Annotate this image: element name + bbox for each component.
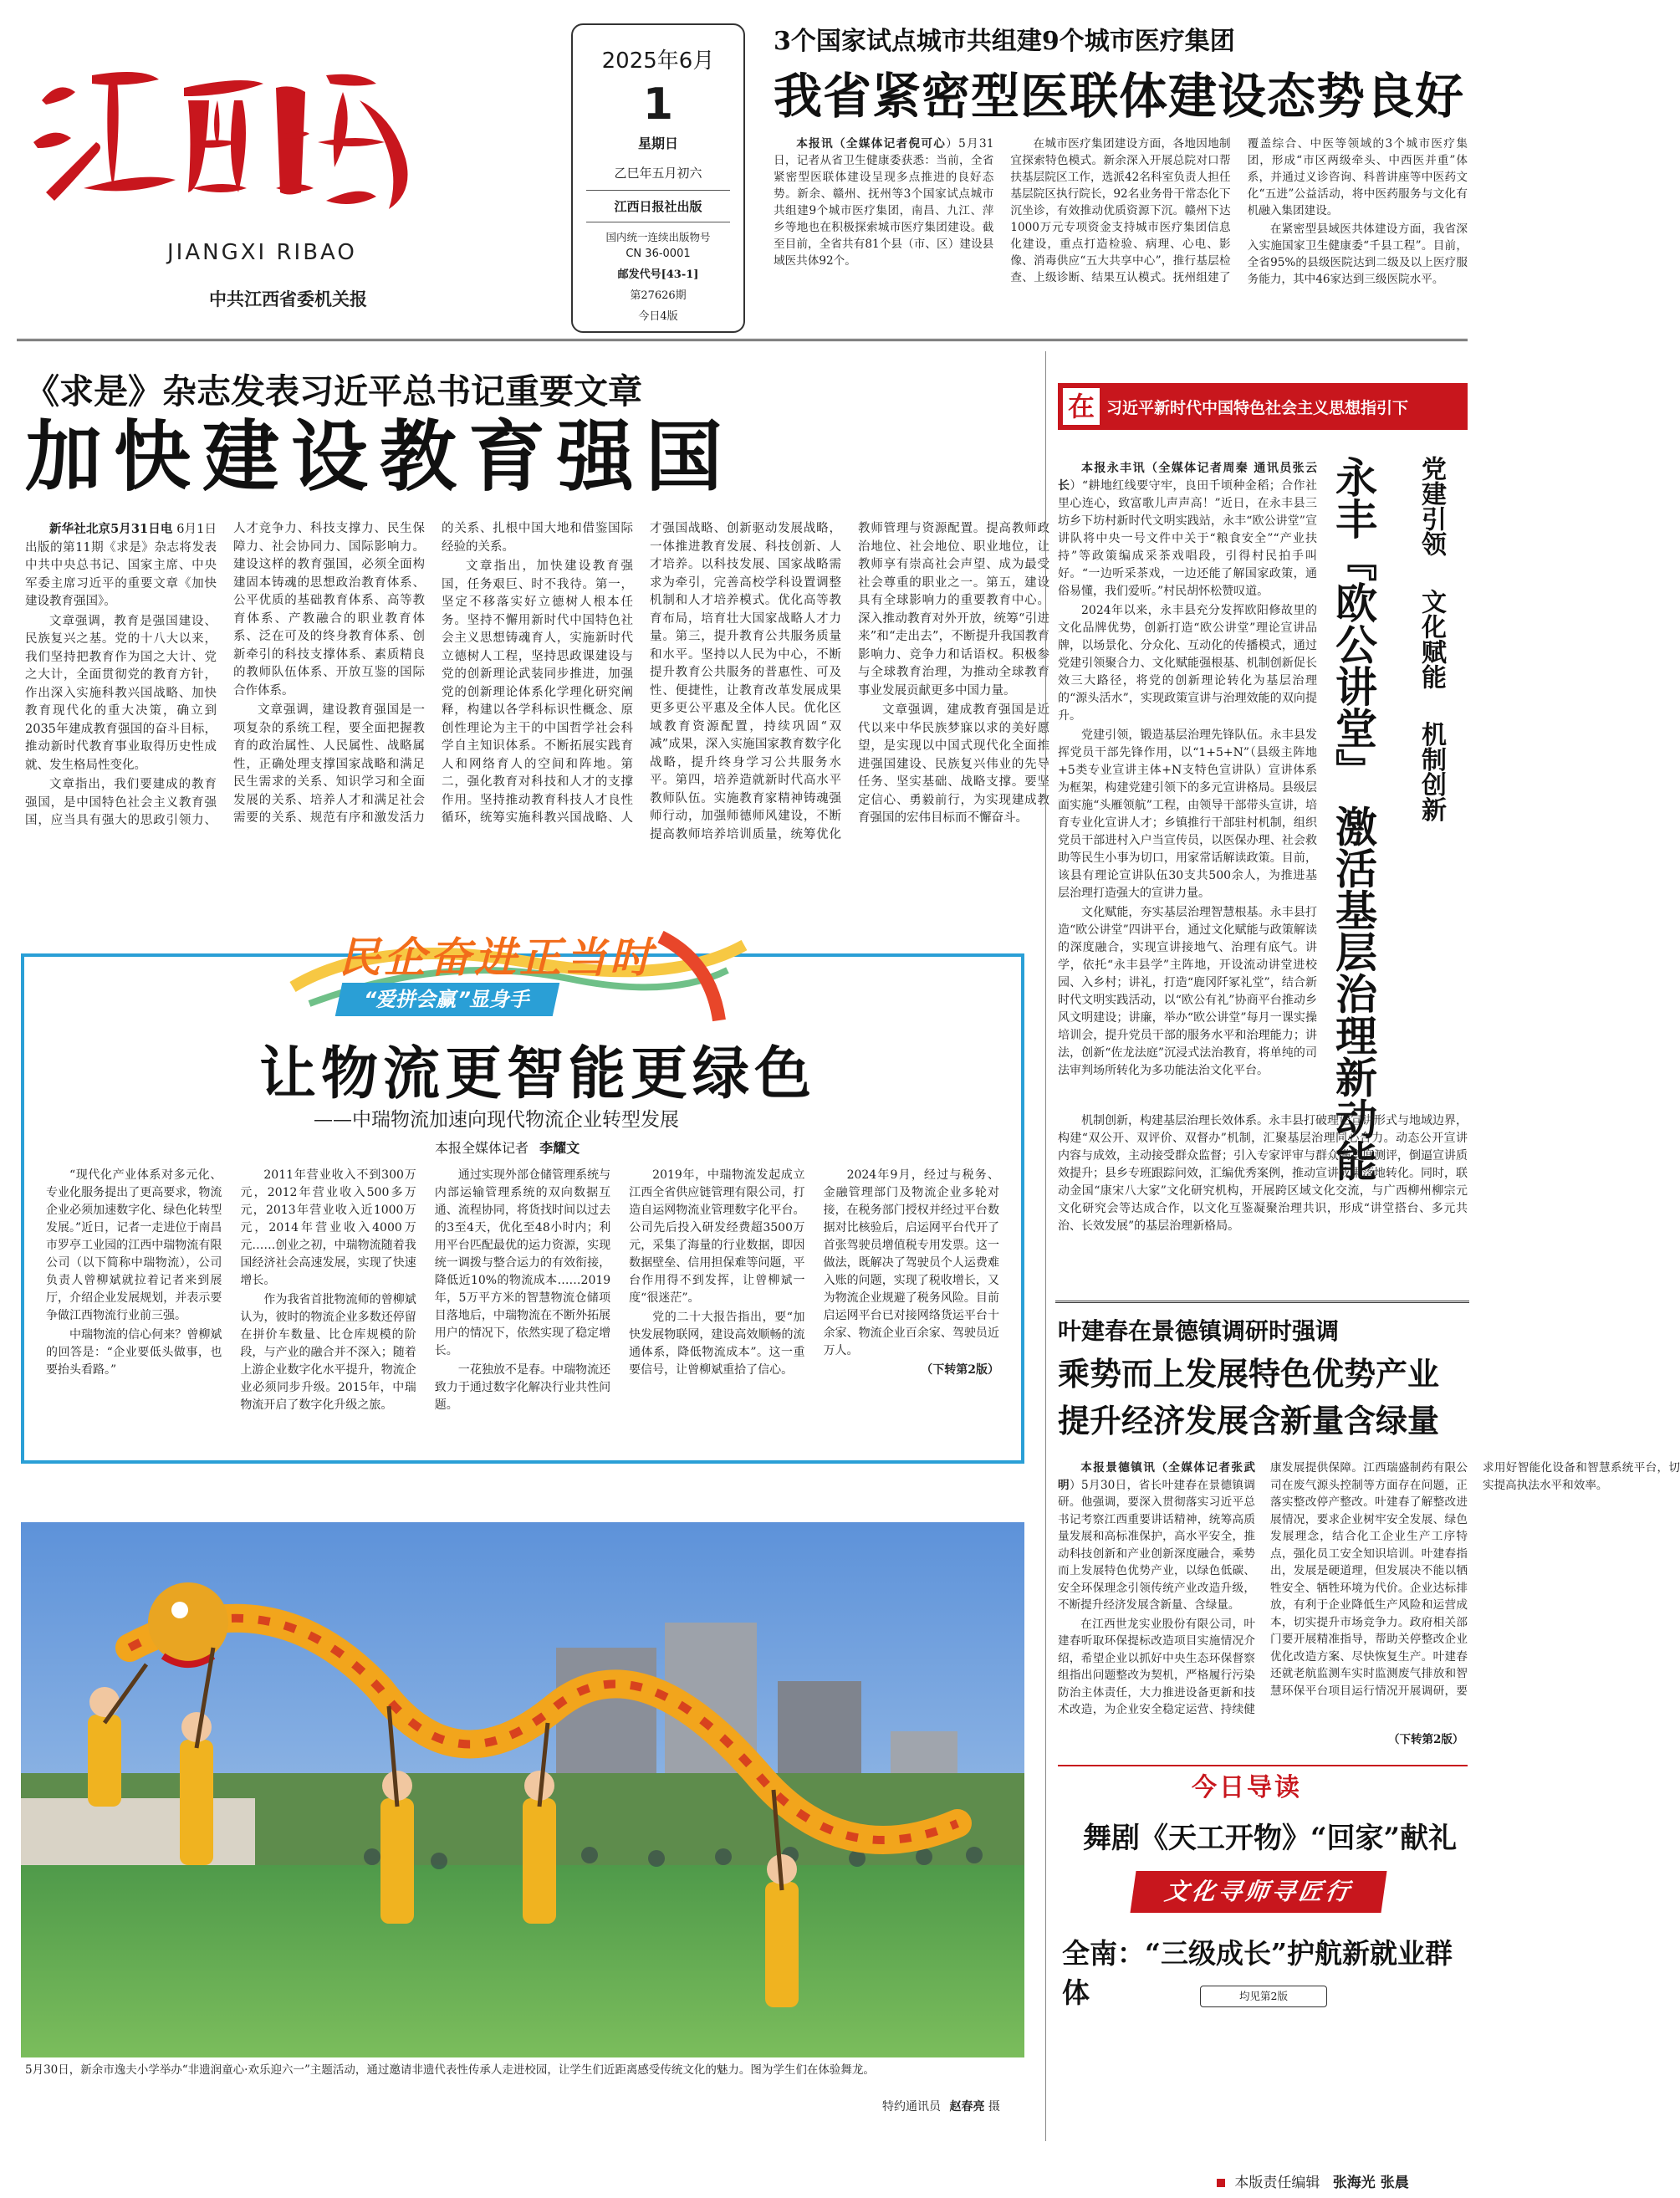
- page-count: 今日4版: [638, 310, 678, 323]
- issn-label: 国内统一连续出版物号: [605, 231, 711, 243]
- feature-paragraph: 一花独放不是春。中瑞物流还致力于通过数字化解决行业共性问题。: [434, 1363, 611, 1412]
- ye-jump: （下转第2版）: [1388, 1733, 1464, 1746]
- right-divider: [1055, 1301, 1469, 1303]
- lead-paragraph: 文章强调，建设教育强国是一项复杂的系统工程，要全面把握教育的政治属性、人民属性、战略属性，正确处理支撑国家战略和满足民生需求的关系、知识学习和全面发展的关系、培养人才和满足社会需要的关系、规范有序和激发活力的关系、扎根中国大地和借鉴国际经验的关系。: [233, 522, 633, 825]
- lead-headline: 加快建设教育强国: [25, 412, 735, 502]
- guide-item-quannan[interactable]: 全南：“三级成长”护航新就业群体: [1062, 1937, 1453, 2009]
- top-story-paragraph: ）5月31日，记者从省卫生健康委获悉：当前，全省紧密型医联体建设呈现多点推进的良好态势。新余、赣州、抚州等3个国家试点城市共组建9个城市医疗集团，南昌、九江、萍乡等地也在积极探索城市医疗集团建设。截至目前，全省共有81个县（市、区）建设县域医共体92个。: [774, 137, 994, 268]
- theme-banner: [1058, 383, 1468, 430]
- right-story-paragraph: 文化赋能，夯实基层治理智慧根基。永丰县打造“欧公讲堂”四讲平台，通过文化赋能与政策解读的深度融合，实现宣讲接地气、治理有底气。讲学，依托“永丰县学”主阵地，开设流动讲堂进校园、入乡村；讲礼，打造“鹿冈阡冢礼堂”，结合新时代文明实践活动，以“欧公有礼”协商平台推动乡风文明建设；讲廉，举办“欧公讲堂”每月一课实操培训会，提升党员干部的服务水平和治理能力；讲法，创新“佐龙法庭”沉浸式法治教育，将单纯的司法审判场所转化为多功能法治文化平台。: [1058, 906, 1317, 1077]
- feature-paragraph: 党的二十大报告指出，要“加快发展物联网，建设高效顺畅的流通体系，降低物流成本”。这一重要信号，让曾柳斌重拾了信心。: [629, 1311, 805, 1377]
- right-story-body-narrow: [1058, 460, 1317, 1104]
- right-story-kicker: [1413, 456, 1448, 822]
- lead-kicker: 《求是》杂志发表习近平总书记重要文章: [25, 371, 642, 411]
- ye-byline: 本报景德镇讯（全媒体记者: [1080, 1461, 1232, 1475]
- top-story-paragraph: 在城市医疗集团建设方面，各地因地制宜探索特色模式。新余深入开展总院对口帮扶基层院区工作，选派42名科室负责人担任基层院区执行院长，92名业务骨干常态化下沉坐诊，有效推动优质资源下沉。赣州下达1000万元专项资金支持城市医疗集团信息化建设，重点打造检验、病理、心电、影像、消毒供应“五大共享中心”，推行基层检查、上级诊断、结果互认模式。抚州组建了覆盖综合、中医等领域的3个城市医疗集团，形成“市区两级牵头、中西医并重”体系，并通过义诊咨询、科普讲座等中医药文化“五进”公益活动，将中医药服务与文化有机融入集团建设。: [1010, 137, 1468, 284]
- masthead-organ: 中共江西省委机关报: [209, 289, 367, 309]
- guide-page-ref[interactable]: [1200, 1986, 1327, 2007]
- lead-paragraph: 文章指出，我们要建成的教育强国，是中国特色社会主义教育强国，应当具有强大的思政引领力、人才竞争力、科技支撑力、民生保障力、社会协同力、国际影响力。建设这样的教育强国，必须全面构建固本铸魂的思想政治教育体系、公平优质的基础教育体系、高等教育体系、产教融合的职业教育体系、泛在可及的终身教育体系、创新牵引的科技支撑体系、素质精良的教师队伍体系、开放互鉴的国际合作体系。: [25, 522, 425, 827]
- guide-page-ref-text: 均见第2版: [1239, 1990, 1288, 2002]
- lead-paragraph: 文章指出，加快建设教育强国，任务艰巨、时不我待。第一，坚定不移落实好立德树人根本任务。坚持不懈用新时代中国特色社会主义思想铸魂育人，实施新时代立德树人工程，坚持思政课建设与党的创新理论武装同步推进，加强党的创新理论体系化学理化研究阐释，构建以各学科标识性概念、原创性理论为主干的中国哲学社会科学自主知识体系。不断拓展实践育人和网络育人的空间和阵地。第二，强化教育对科技和人才的支撑作用。坚持推动教育科技人才良性循环，统筹实施科教兴国战略、人才强国战略、创新驱动发展战略，一体推进教育发展、科技创新、人才培养。以科技发展、国家战略需求为牵引，完善高校学科设置调整机制和人才培养模式。优化高等教育布局，培育壮大国家战略人才力量。第三，提升教育公共服务质量和水平。坚持以人民为中心，不断提升教育公共服务的普惠性、可及性、便捷性，让教育改革发展成果更多更公平惠及全体人民。优化区域教育资源配置，持续巩固“双减”成果，深入实施国家教育数字化战略，提升终身学习公共服务水平。第四，培养造就新时代高水平教师队伍。实施教育家精神铸魂强师行动，加强师德师风建设，不断提高教师培养培训质量，统筹优化教师管理与资源配置。提高教师政治地位、社会地位、职业地位，让教师享有崇高社会声望、成为最受社会尊重的职业之一。第五，建设具有全球影响力的重要教育中心。深入推动教育对外开放，统筹“引进来”和“走出去”，不断提升我国教育影响力、竞争力和话语权。积极参与全球教育治理，为推动全球教育事业发展贡献更多中国力量。: [442, 522, 1049, 841]
- footer-bullet-icon: [1217, 2179, 1225, 2187]
- right-story-body-wide: [1058, 1112, 1468, 1288]
- photo-caption: [25, 2062, 1020, 2079]
- footer-editors: 张海光 张晨: [1332, 2175, 1409, 2191]
- guide-box: [1058, 1765, 1468, 2068]
- feature-paragraph: “现代化产业体系对多元化、专业化服务提出了更高要求，物流企业必须加速数字化、绿色化转型发展。”近日，记者一走进位于南昌市罗亭工业园的江西中瑞物流有限公司（以下简称中瑞物流），公司负责人曾柳斌就拉着记者来到展厅，介绍企业发展规划，并表示要争做江西物流行业前三强。: [46, 1168, 222, 1322]
- photo-credit-label: 特约通讯员: [882, 2100, 941, 2114]
- headline-line: 永丰『欧公讲堂』: [1329, 456, 1377, 790]
- feature-jump: （下转第2版）: [921, 1363, 999, 1377]
- lead-paragraph: 文章强调，建成教育强国是近代以来中华民族梦寐以求的美好愿望，是实现以中国式现代化全面推进强国建设、民族复兴伟业的先导任务、坚实基础、战略支撑。要坚定信心、勇毅前行，为实现建成教育强国的宏伟目标而不懈奋斗。: [858, 703, 1049, 825]
- date-weekday: 星期日: [637, 135, 678, 151]
- guide-title[interactable]: 今日导读: [1192, 1773, 1302, 1802]
- ye-reporter: 张武明: [1058, 1461, 1256, 1492]
- photo-caption-text: 5月30日，新余市逸夫小学举办“非遗润童心·欢乐迎六一”主题活动，通过邀请非遗代表性传承人走进校园，让学生们近距离感受传统文化的魅力。图为学生们在体验舞龙。: [25, 2063, 875, 2077]
- date-year-month: 2025年6月: [601, 49, 715, 74]
- feature-byline: [435, 1137, 580, 1157]
- feature-byline-label: 本报全媒体记者: [435, 1140, 529, 1156]
- guide-item-dance[interactable]: 舞剧《天工开物》“回家”献礼: [1083, 1822, 1458, 1855]
- footer-label: 本版责任编辑: [1234, 2175, 1320, 2191]
- feature-headline: 让物流更智能更绿色: [259, 1041, 817, 1107]
- feature-banner: 民企奋进正当时: [339, 933, 655, 982]
- kicker-line: 文化赋能: [1417, 588, 1446, 689]
- date-lunar: 乙巳年五月初六: [614, 166, 702, 181]
- theme-banner-mark: 在: [1063, 388, 1100, 425]
- kicker-line: 党建引领: [1417, 456, 1446, 556]
- masthead-divider: [17, 339, 1468, 341]
- right-story-paragraph: ）“耕地红线要守牢，良田千顷种金稻；合作社里心连心，致富歌儿声声高！”近日，在永丰县三坊乡下坊村新时代文明实践站，永丰“欧公讲堂”宣讲队将中央一号文件中关于“粮食安全”“产业扶持”等政策编成采茶戏唱段，引得村民拍手叫好。“一边听采茶戏，一边还能了解国家政策，通俗易懂，我们爱听。”村民胡怀松赞叹道。: [1058, 479, 1318, 598]
- headline-line: 激活基层治理新动能: [1329, 805, 1377, 1182]
- top-story-body: [774, 135, 1468, 324]
- right-story-reporters: 周秦 通讯员张云长: [1058, 462, 1318, 493]
- top-story-reporter: 倪可心: [908, 137, 947, 151]
- theme-banner-text: 习近平新时代中国特色社会主义思想指引下: [1106, 398, 1409, 417]
- ye-kicker: 叶建春在景德镇调研时强调: [1058, 1317, 1340, 1345]
- feature-paragraph: 中瑞物流的信心何来？曾柳斌的回答是：“企业要低头做事，也要抬头看路。”: [46, 1328, 222, 1377]
- ye-paragraph: 在江西世龙实业股份有限公司，叶建春听取环保提标改造项目实施情况介绍，希望企业以抓好中央生态环保督察组指出问题整改为契机，严格履行污染防治主体责任，大力推进设备更新和技术改造，为企业安全稳定运营、持续健康发展提供保障。江西瑞盛制药有限公司在废气源头控制等方面存在问题，正落实整改停产整改。叶建春了解整改进展情况，要求企业树牢安全发展、绿色发展理念，结合化工企业生产工序特点，强化员工安全知识培训。叶建春指出，发展是硬道理，但发展决不能以牺牲安全、牺牲环境为代价。企业达标排放，有利于企业降低生产风险和运营成本，切实提升市场竞争力。政府相关部门要开展精准指导，帮助关停整改企业优化改造方案、尽快恢复生产。叶建春还就老航监测车实时监测废气排放和智慧环保平台项目运行情况开展调研，要求用好智能化设备和智慧系统平台，切实提高执法水平和效率。: [1058, 1461, 1680, 1716]
- kicker-line: 机制创新: [1417, 721, 1446, 822]
- guide-banner-text: 文化寻师寻匠行: [1162, 1878, 1355, 1905]
- cn-number: CN 36-0001: [626, 248, 691, 260]
- masthead-calligraphy-logo: [25, 42, 418, 234]
- feature-paragraph: 作为我省首批物流师的曾柳斌认为，彼时的物流企业多数还停留在拼价车数量、比仓库规模的阶段，与产业的融合并不深入；随着上游企业数字化水平提升，物流企业必须同步升级。2015年，中瑞物流开启了数字化升级之旅。: [240, 1293, 416, 1412]
- feature-subbanner: “爱拼会赢”显身手: [335, 983, 559, 1016]
- photo-credit-name: 赵春亮: [949, 2100, 985, 2114]
- ye-body: [1058, 1459, 1680, 1731]
- feature-subhead: ——中瑞物流加速向现代物流企业转型发展: [314, 1109, 679, 1131]
- ye-headline-line: 提升经济发展含新量含绿量: [1058, 1403, 1440, 1439]
- masthead-pinyin: JIANGXI RIBAO: [167, 240, 357, 265]
- right-column-rule: [1045, 351, 1046, 2141]
- ye-headline-line: 乘势而上发展特色优势产业: [1058, 1356, 1440, 1393]
- feature-paragraph: 2024年9月，经过与税务、金融管理部门及物流企业多轮对接，在税务部门授权并经过平台数据对比核验后，启运网平台代开了首张驾驶员增值税专用发票。这一做法，既解决了驾驶员个人运费难入账的问题，实现了税收增长，又为物流企业规避了税务风险。目前启运网平台已对接网络货运平台十余家、物流企业百余家、驾驶员近万人。: [823, 1168, 999, 1357]
- lead-paragraph: 文章强调，教育是强国建设、民族复兴之基。党的十八大以来，我们坚持把教育作为国之大计、党之大计，全面贯彻党的教育方针，作出深入实施科教兴国战略、加快教育现代化的重大决策，确立到2035年建成教育强国的奋斗目标，推动新时代教育事业取得历史性成就、发生格局性变化。: [25, 614, 217, 772]
- dragon-dance-photo: [21, 1522, 1024, 2057]
- right-story-paragraph: 2024年以来，永丰县充分发挥欧阳修故里的文化品牌优势，创新打造“欧公讲堂”理论宣讲品牌，以场景化、分众化、互动化的传播模式，通过党建引领聚合力、文化赋能强根基、机制创新促长效三大路径，将党的创新理论转化为基层治理的“源头活水”，实现政策宣讲与治理效能的双向提升。: [1058, 604, 1317, 723]
- date-box: [571, 23, 745, 333]
- feature-body: [46, 1167, 999, 1443]
- lead-body: [25, 520, 1049, 880]
- top-story-byline: 本报讯（全媒体记者: [796, 137, 909, 151]
- feature-paragraph: 2019年，中瑞物流发起成立江西全省供应链管理有限公司，打造自运网物流业管理数字化平台。公司先后投入研发经费超3500万元，采集了海量的行业数据，即因数据壁垒、信用担保难等问题，平台作用得不到发挥，让曾柳斌一度“很迷茫”。: [629, 1168, 805, 1305]
- ye-headline: [1058, 1351, 1439, 1444]
- top-story-headline: 我省紧密型医联体建设态势良好: [774, 68, 1465, 125]
- photo-credit-suffix: 摄: [988, 2100, 1000, 2114]
- right-story-paragraph: 党建引领，锻造基层治理先锋队伍。永丰县发挥党员干部先锋作用，以“1+5+N”（县级主阵地+5类专业宣讲主体+N支特色宣讲队）宣讲体系为框架，构建党建引领下的多元宣讲格局。县级层面实施“头雁领航”工程，由领导干部带头宣讲，培育专业化宣讲人才；乡镇推行干部驻村机制，组织党员干部进村入户当宣传员，以医保办理、社会救助等民生小事为切口，用家常话解读政策。目前，该县有理论宣讲队伍30支共500余人，为推进基层治理打造强大的宣讲力量。: [1058, 728, 1317, 900]
- top-story-paragraph: 在紧密型县域医共体建设方面，我省深入实施国家卫生健康委“千县工程”。目前，全省95%的县级医院达到二级及以上医疗服务能力，其中46家达到三级医院水平。: [1247, 222, 1468, 286]
- masthead: [0, 0, 1484, 335]
- right-story-paragraph: 机制创新，构建基层治理长效体系。永丰县打破理论宣讲形式与地域边界，构建“双公开、双评价、双督办”机制，汇聚基层治理同心合力。动态公开宣讲内容与成效，主动接受群众监督；引入专家评审与群众满意度测评，倒逼宣讲质效提升；县乡专班跟踪问效，汇编优秀案例，推动宣讲成果落地转化。同时，联动金国“康宋八大家”文化研究机构，开展跨区域文化交流，与广西柳州柳宗元文化研究会等达成合作，以文化互鉴凝聚治理共识，形成“讲堂搭台、多元共治、长效发展”的基层治理新格局。: [1058, 1114, 1468, 1233]
- publisher: 江西日报社出版: [614, 199, 702, 214]
- lead-dateline: 新华社北京5月31日电: [49, 522, 173, 536]
- date-day: 1: [642, 79, 674, 130]
- photo-credit: [882, 2098, 1000, 2114]
- lead-paragraph: 6月1日出版的第11期《求是》杂志将发表中共中央总书记、国家主席、中央军委主席习近平的重要文章《加快建设教育强国》。: [25, 523, 217, 608]
- issue-number: 第27626期: [630, 289, 687, 302]
- right-story-headline: [1328, 456, 1378, 1181]
- ye-paragraph: ）5月30日，省长叶建春在景德镇调研。他强调，要深入贯彻落实习近平总书记考察江西重要讲话精神，统筹高质量发展和高标准保护，高水平安全，推动科技创新和产业创新深度融合，乘势而上发展特色优势产业，以绿色低碳、安全环保理念引领传统产业改造升级，不断提升经济发展含新量、含绿量。: [1058, 1478, 1255, 1612]
- right-story-byline: 本报永丰讯（全媒体记者: [1081, 462, 1223, 475]
- feature-reporter: 李耀文: [539, 1140, 580, 1156]
- feature-paragraph: 通过实现外部仓储管理系统与内部运输管理系统的双向数据互通、流程协同，将货找时间以过去的3至4天，优化至48小时内；利用平台匹配最优的运力资源，实现统一调拨与整合运力的有效衔接，降低近10%的物流成本……2019年，5万平方米的智慧物流仓储项目落地后，中瑞物流在不断外拓展用户的情况下，依然实现了稳定增长。: [434, 1168, 611, 1357]
- top-story-kicker: 3个国家试点城市共组建9个城市医疗集团: [774, 27, 1235, 56]
- postal-code: 邮发代号[43-1]: [617, 268, 699, 281]
- footer: [1217, 2170, 1409, 2191]
- feature-paragraph: 2011年营业收入不到300万元，2012年营业收入500多万元，2013年营业收入近1000万元，2014年营业收入4000万元……创业之初，中瑞物流随着我国经济社会高速发展，实现了快速增长。: [240, 1168, 416, 1287]
- guide-banner: [1130, 1871, 1386, 1913]
